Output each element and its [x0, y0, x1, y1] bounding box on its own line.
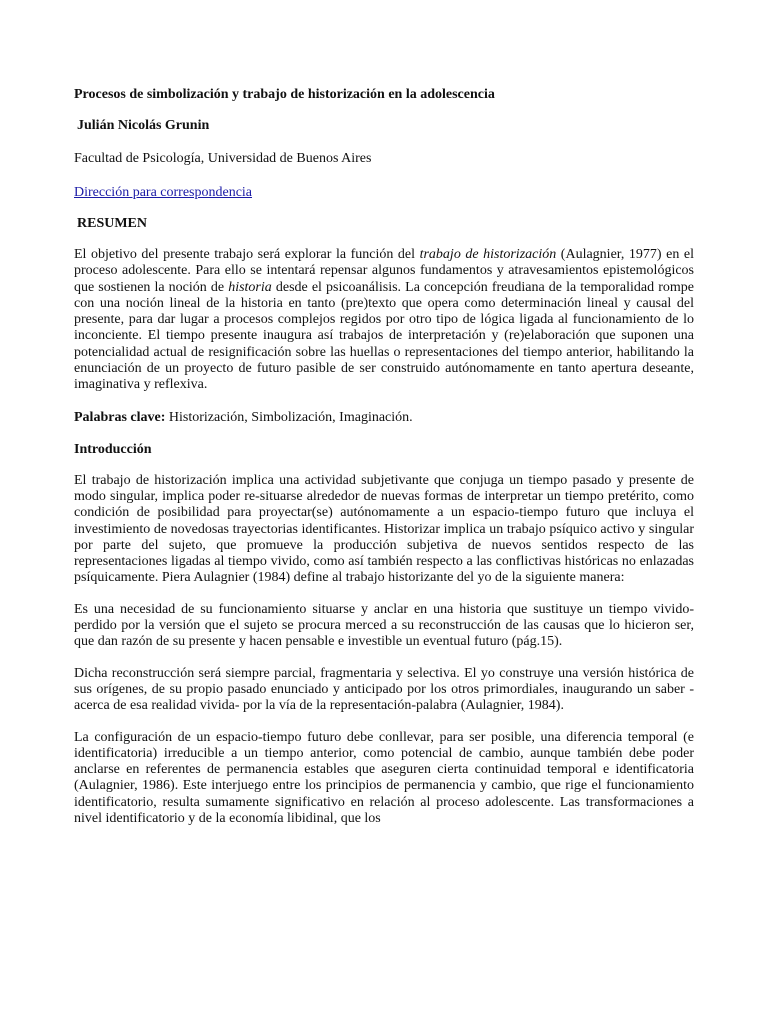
intro-quote-paragraph: Es una necesidad de su funcionamiento situarse y anclar en una historia que sustituye un tiempo vivido-perdido por la versión que el sujeto se procura merced a su reconstrucción de las causas que lo hicieron ser, que dan razón de su presente y hacen pensable e investible un eventual futuro (pág.15).: [74, 601, 694, 650]
keywords-line: [74, 409, 694, 427]
correspondence-link[interactable]: Dirección para correspondencia: [74, 185, 253, 200]
abstract-paragraph: [74, 247, 694, 394]
keywords-label: Palabras clave:: [74, 409, 166, 425]
abstract-emphasis-historia: historia: [228, 279, 272, 295]
correspondence-link-row: [74, 184, 694, 202]
keywords-value: Historización, Simbolización, Imaginación.: [165, 409, 413, 425]
document-page: [74, 86, 694, 842]
intro-paragraph-1: El trabajo de historización implica una actividad subjetivante que conjuga un tiempo pasado y presente de modo singular, implica poder re-situarse alrededor de nuevas formas de interpretar un tiempo pretérito, como condición de posibilidad para proyectar(se) autónomamente a un espacio-tiempo futuro que incluya el investimiento de novedosas trayectorias identificantes. Historizar implica un trabajo psíquico activo y singular por parte del sujeto, que promueve la producción subjetiva de nuevos sentidos respecto de las representaciones ligadas al tiempo vivido, como así también respecto a las conflictivas históricas no enlazadas psíquicamente. Piera Aulagnier (1984) define al trabajo historizante del yo de la siguiente manera:: [74, 472, 694, 586]
abstract-text-2: (Aulagnier, 1977) en el proceso adolescente. Para ello se intentará repensar algunos fundamentos y atravesamientos epistemológicos que sostienen la noción de: [74, 247, 695, 295]
intro-paragraph-4: La configuración de un espacio-tiempo futuro debe conllevar, para ser posible, una diferencia temporal (e identificatoria) irreducible a un tiempo anterior, como potencial de cambio, aunque también debe poder anclarse en referentes de permanencia estables que aseguren cierta continuidad temporal e identificatoria (Aulagnier, 1986). Este interjuego entre los principios de permanencia y cambio, que rige el funcionamiento identificatorio, resulta sumamente significativo en relación al proceso adolescente. Las transformaciones a nivel identificatorio y de la economía libidinal, que los: [74, 729, 694, 827]
intro-paragraph-3: Dicha reconstrucción será siempre parcial, fragmentaria y selectiva. El yo construye una versión histórica de sus orígenes, de su propio pasado enunciado y anticipado por los otros primordiales, inaugurando un saber -acerca de esa realidad vivida- por la vía de la representación-palabra (Aulagnier, 1984).: [74, 665, 694, 714]
abstract-heading: RESUMEN: [77, 216, 148, 231]
abstract-text-3: desde el psicoanálisis. La concepción freudiana de la temporalidad rompe con una noción lineal de la historia en tanto (pre)texto que opera como determinación lineal y causal del presente, para dar lugar a procesos complejos regidos por otro tipo de lógica ligada al funcionamiento de lo inconciente. El tiempo presente inaugura así trabajos de interpretación y (re)elaboración que suponen una potencialidad actual de resignificación sobre las huellas o representaciones del tiempo anterior, habilitando la enunciación de un proyecto de futuro pasible de ser construido autónomamente en tanto apertura deseante, imaginativa y reflexiva.: [74, 279, 694, 393]
author-affiliation: Facultad de Psicología, Universidad de Buenos Aires: [74, 151, 372, 166]
introduction-heading: Introducción: [74, 441, 152, 457]
abstract-emphasis-historizacion: trabajo de historización: [419, 247, 557, 262]
abstract-text-1: El objetivo del presente trabajo será explorar la función del: [74, 247, 420, 262]
author-name: Julián Nicolás Grunin: [77, 118, 210, 133]
article-title: Procesos de simbolización y trabajo de historización en la adolescencia: [74, 87, 495, 102]
